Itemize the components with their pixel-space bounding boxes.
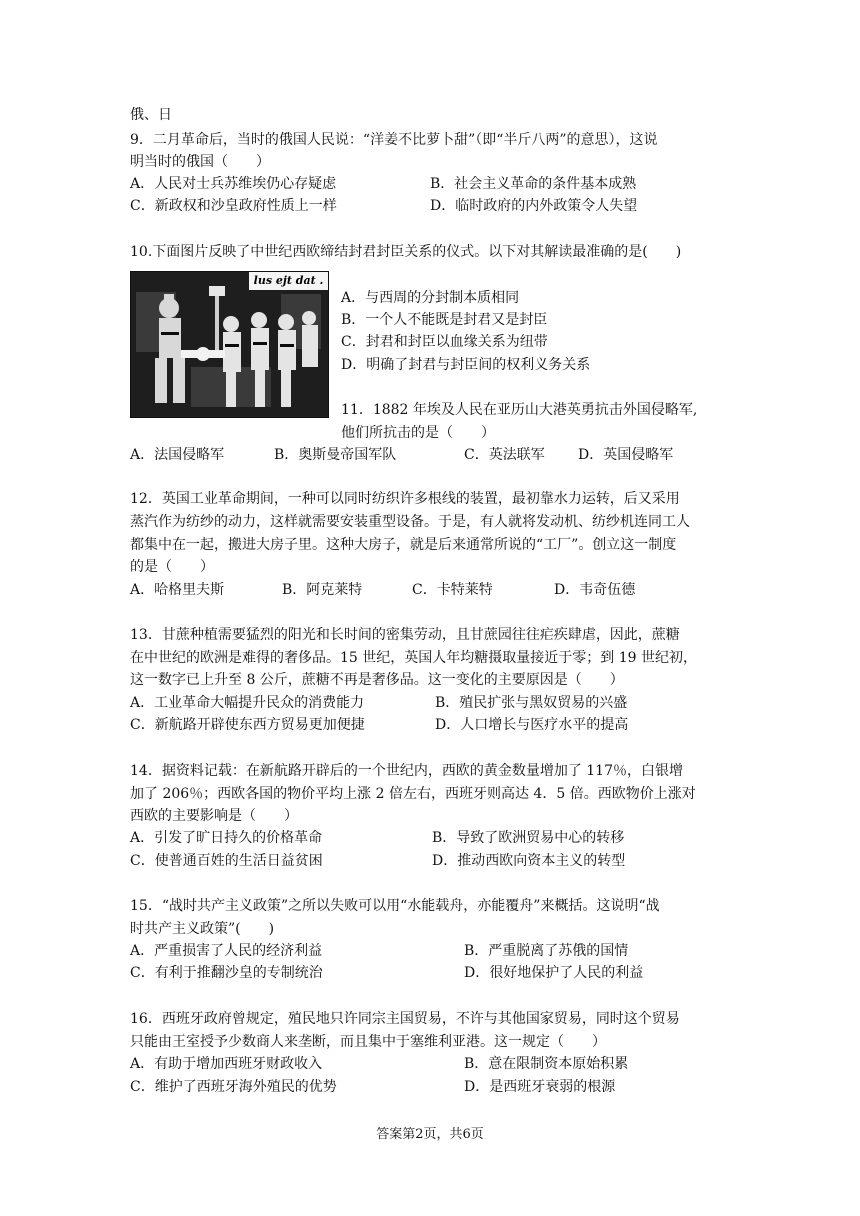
question-9-option-b: B．社会主义革命的条件基本成熟 [430,176,637,192]
question-12-option-b: B．阿克莱特 [282,582,363,598]
question-10-stem: 10.下面图片反映了中世纪西欧缔结封君封臣关系的仪式。以下对其解读最准确的是( ) [130,244,682,260]
question-9-option-d: D．临时政府的内外政策令人失望 [430,198,638,214]
question-14-option-d: D．推动西欧向资本主义的转型 [432,853,626,869]
question-16-option-d: D．是西班牙衰弱的根源 [464,1079,616,1095]
question-10-option-d: D．明确了封君与封臣间的权利义务关系 [341,357,591,373]
question-12-stem-cont-3: 的是（ ） [130,559,214,575]
question-11-option-d: D．英国侵略军 [578,447,674,463]
question-15-option-b: B．严重脱离了苏俄的国情 [464,943,629,959]
question-15-option-a: A．严重损害了人民的经济利益 [130,943,323,959]
question-16-stem: 16．西班牙政府曾规定，殖民地只许同宗主国贸易，不许与其他国家贸易，同时这个贸易 [130,1011,680,1027]
question-13-option-a: A．工业革命大幅提升民众的消费能力 [130,695,365,711]
question-13-stem: 13．甘蔗种植需要猛烈的阳光和长时间的密集劳动，且甘蔗园往往疟疾肆虐，因此，蔗糖 [130,627,680,643]
question-15-stem-cont: 时共产主义政策”( ) [130,921,275,937]
question-9-option-a: A．人民对士兵苏维埃仍心存疑虑 [130,176,337,192]
question-12-option-c: C．卡特莱特 [412,582,493,598]
question-9-stem-cont: 明当时的俄国（ ） [130,154,270,170]
question-10-option-c: C．封君和封臣以血缘关系为纽带 [341,334,548,350]
question-16-option-c: C．维护了西班牙海外殖民的优势 [130,1079,337,1095]
question-14-stem-cont-1: 加了 206％；西欧各国的物价平均上涨 2 倍左右，西班牙则高达 4．5 倍。西欧物价上涨对 [130,786,696,802]
question-14-option-c: C．使普通百姓的生活日益贫困 [130,853,323,869]
image-caption: lus ejt dat . [249,272,328,290]
question-9-stem: 9．二月革命后，当时的俄国人民说：“洋姜不比萝卜甜”（即“半斤八两”的意思），这说 [130,132,658,148]
feudal-ceremony-image [130,271,329,418]
question-11-option-c: C．英法联军 [464,447,545,463]
question-11-option-a: A．法国侵略军 [130,447,225,463]
question-13-option-d: D．人口增长与医疗水平的提高 [435,717,629,733]
question-9-option-c: C．新政权和沙皇政府性质上一样 [130,198,337,214]
question-13-stem-cont-2: 这一数字已上升至 8 公斤，蔗糖不再是奢侈品。这一变化的主要原因是（ ） [130,672,624,688]
question-15-option-d: D．很好地保护了人民的利益 [464,965,644,981]
question-10-option-b: B．一个人不能既是封君又是封臣 [341,312,548,328]
question-12-stem: 12．英国工业革命期间，一种可以同时纺织许多根线的装置，最初靠水力运转，后又采用 [130,491,680,507]
question-16-option-a: A．有助于增加西班牙财政收入 [130,1056,323,1072]
question-11-stem-cont: 他们所抗击的是（ ） [341,425,495,441]
question-14-stem: 14．据资料记载：在新航路开辟后的一个世纪内，西欧的黄金数量增加了 117％，白银增 [130,763,683,779]
carry-over-text: 俄、日 [130,107,172,123]
question-16-stem-cont: 只能由王室授予少数商人来垄断，而且集中于塞维利亚港。这一规定（ ） [130,1034,606,1050]
question-10-option-a: A．与西周的分封制本质相同 [341,290,520,306]
question-11-stem: 11．1882 年埃及人民在亚历山大港英勇抗击外国侵略军, [341,402,698,418]
question-14-option-a: A．引发了旷日持久的价格革命 [130,830,323,846]
question-11-option-b: B．奥斯曼帝国军队 [274,447,397,463]
question-14-option-b: B．导致了欧洲贸易中心的转移 [432,830,625,846]
question-12-option-d: D．韦奇伍德 [554,582,636,598]
question-13-option-c: C．新航路开辟使东西方贸易更加便捷 [130,717,365,733]
question-12-stem-cont-1: 蒸汽作为纺纱的动力，这样就需要安装重型设备。于是，有人就将发动机、纺纱机连同工人 [130,514,690,530]
question-16-option-b: B．意在限制资本原始积累 [464,1056,629,1072]
feudal-ceremony-illustration [131,272,328,417]
page-footer: 答案第2页，共6页 [376,1127,484,1142]
question-12-option-a: A．哈格里夫斯 [130,582,225,598]
question-12-stem-cont-2: 都集中在一起，搬进大房子里。这种大房子，就是后来通常所说的“工厂”。创立这一制度 [130,537,677,553]
question-15-option-c: C．有利于推翻沙皇的专制统治 [130,965,323,981]
question-13-option-b: B．殖民扩张与黑奴贸易的兴盛 [435,695,628,711]
question-13-stem-cont-1: 在中世纪的欧洲是难得的奢侈品。15 世纪，英国人年均糖摄取量接近于零；到 19 世纪初， [130,650,697,666]
question-15-stem: 15．“战时共产主义政策”之所以失败可以用“水能载舟，亦能覆舟”来概括。这说明“战 [130,898,660,914]
question-14-stem-cont-2: 西欧的主要影响是（ ） [130,808,298,824]
